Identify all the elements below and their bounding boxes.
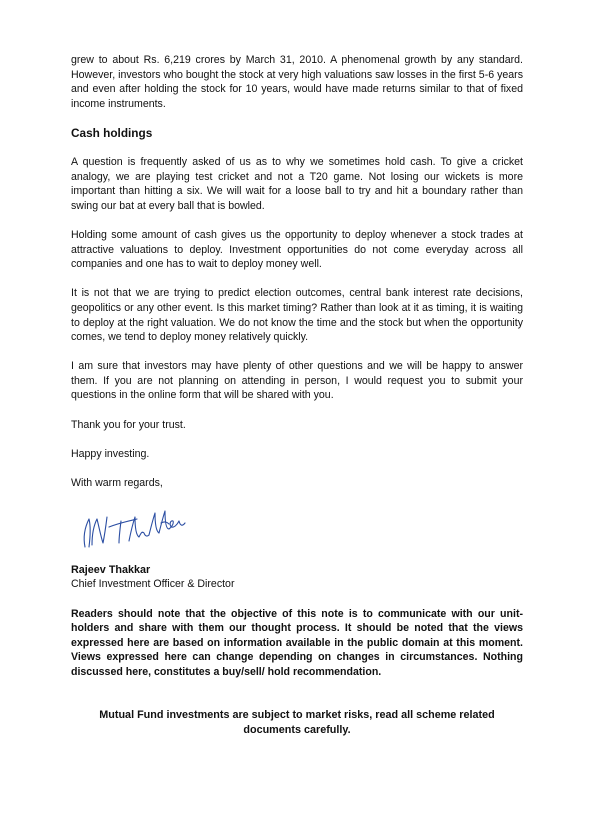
cash-paragraph-2: Holding some amount of cash gives us the opportunity to deploy whenever a stock trades at attractive valuations to deploy. Investment opportunities do not come everyday across all companies and one has to wait to deploy money well. — [71, 228, 523, 271]
thanks-line: Thank you for your trust. — [71, 418, 186, 431]
handwritten-signature-icon — [71, 497, 523, 559]
cash-paragraph-4: I am sure that investors may have plenty of other questions and we will be happy to answer them. If you are not planning on attending in person, I would request you to submit your questions in the online form that will be shared with you. — [71, 360, 523, 402]
disclaimer-paragraph: Readers should note that the objective of this note is to communicate with our unit-holders and share with them our thought process. It should be noted that the views expressed here are based on information available in the public domain at this moment. Views expressed here can change depending on changes in circumstances. Nothing discussed here, constitutes a buy/sell/ hold recommendation. — [71, 607, 523, 678]
happy-investing-line: Happy investing. — [71, 447, 150, 460]
cash-paragraph-1: A question is frequently asked of us as to why we sometimes hold cash. To give a cricket analogy, we are playing test cricket and not a T20 game. Not losing our wickets is more important than hitting a six. We will wait for a loose ball to try and hit a boundary rather than swing our bat at every ball that is bowled. — [71, 155, 523, 212]
cash-paragraph-3: It is not that we are trying to predict election outcomes, central bank interest rate decisions, geopolitics or any other event. Is this market timing? Rather than look at it as timing, it is waiting to deploy at the right valuation. We do not know the time and the stock but when the opportunity comes, we tend to deploy money relatively quickly. — [71, 287, 523, 344]
letter-page — [71, 53, 523, 738]
mutual-fund-risk-note: Mutual Fund investments are subject to market risks, read all scheme related documents carefully. — [99, 708, 495, 736]
signer-title: Chief Investment Officer & Director — [71, 578, 235, 591]
section-heading-cash-holdings: Cash holdings — [71, 125, 153, 140]
signer-name: Rajeev Thakkar — [71, 563, 151, 576]
intro-paragraph: grew to about Rs. 6,219 crores by March 31, 2010. A phenomenal growth by any standard. However, investors who bought the stock at very high valuations saw losses in the first 5-6 years and even after holding the stock for 10 years, would have made returns similar to that of fixed income instruments. — [71, 54, 523, 110]
regards-line: With warm regards, — [71, 477, 163, 490]
